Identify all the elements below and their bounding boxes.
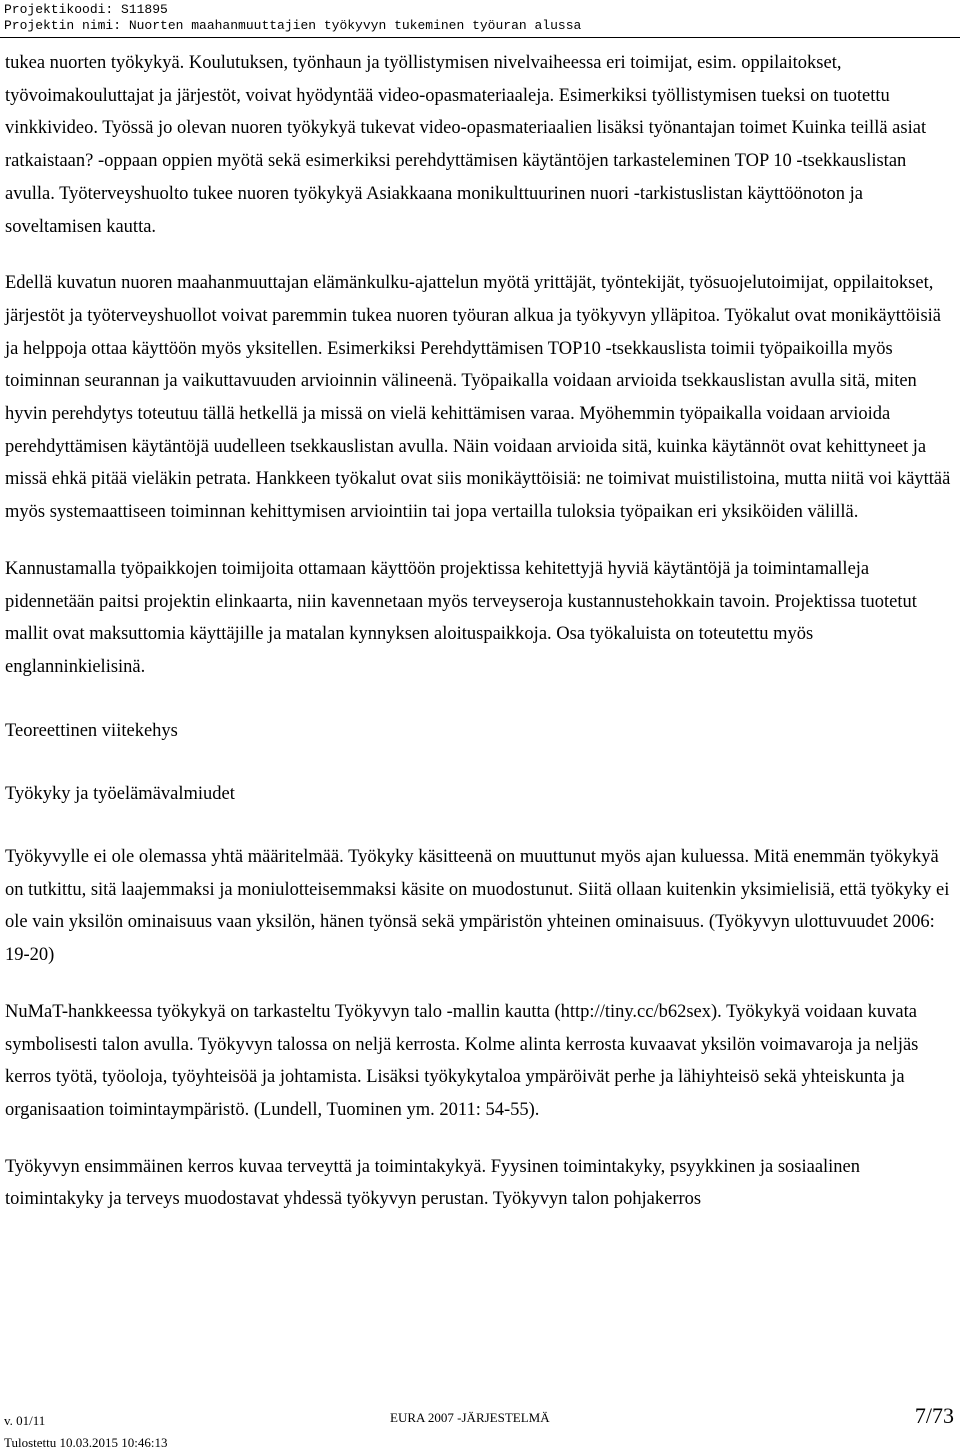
section-heading-work-ability: Työkyky ja työelämävalmiudet [5, 784, 235, 805]
version-label: v. 01/11 [4, 1413, 46, 1428]
paragraph-first-floor: Työkyvyn ensimmäinen kerros kuvaa terveyttä ja toimintakykyä. Fyysinen toimintakyky, psyykkinen ja sosiaalinen toimintakyky ja terveys muodostavat yhdessä työkyvyn perustan. Työkyvyn talon pohjakerros [5, 1156, 861, 1210]
page-header [4, 2, 581, 34]
paragraph-definition: Työkyvylle ei ole olemassa yhtä määritelmää. Työkyky käsitteenä on muuttunut myös ajan kuluessa. Mitä enemmän työkykyä on tutkittu, sitä laajemmaksi ja moniulotteisemmaksi käsite on muodostunut. Siitä ollaan kuitenkin yksimielisiä, että työkyky ei ole vain yksilön ominaisuus vaan yksilön, hänen työnsä sekä ympäristön yhteinen ominaisuus. (Työkyvyn ulottuvuudet 2006: 19-20) [5, 847, 950, 966]
paragraph-numat: NuMaT-hankkeessa työkykyä on tarkasteltu Työkyvyn talo -mallin kautta (http://tiny.cc/b62sex). Työkykyä voidaan kuvata symbolisesti talon avulla. Työkyvyn talossa on neljä kerrosta. Kolme alinta kerrosta kuvaavat yksilön voimavaroja ja neljäs kerros työtä, työoloja, työyhteisöä ja johtamista. Lisäksi työkykytaloa ympäröivät perhe ja lähiyhteisö sekä yhteiskunta ja organisaation toimintaympäristö. (Lundell, Tuominen ym. 2011: 54-55). [5, 1001, 919, 1120]
section-heading-theory: Teoreettinen viitekehys [5, 720, 178, 741]
page-footer-left [4, 1410, 167, 1454]
header-divider [0, 37, 960, 38]
paragraph-intro: tukea nuorten työkykyä. Koulutuksen, työnhaun ja työllistymisen nivelvaiheessa eri toimijat, esim. oppilaitokset, työvoimakouluttajat ja järjestöt, voivat hyödyntää video-opasmateriaaleja. Esimerkiksi työllistymisen tueksi on tuotettu vinkkivideo. Työssä jo olevan nuoren työkykyä tukevat video-opasmateriaalien lisäksi työnantajan toimet Kuinka teillä asiat ratkaistaan? -oppaan oppien myötä sekä esimerkiksi perehdyttämisen käytäntöjen tarkasteleminen TOP 10 -tsekkauslistan avulla. Työterveyshuolto tukee nuoren työkykyä Asiakkaana monikulttuurinen nuori -tarkistuslistan käyttöönoton ja soveltamisen kautta. [5, 53, 927, 237]
print-timestamp: Tulostettu 10.03.2015 10:46:13 [4, 1435, 168, 1450]
paragraph-encouragement: Kannustamalla työpaikkojen toimijoita ottamaan käyttöön projektissa kehitettyjä hyviä käytäntöjä ja toimintamalleja pidennetään paitsi projektin elinkaarta, niin kavennetaan myös terveyseroja kustannustehokkain tavoin. Projektissa tuotetut mallit ovat maksuttomia käyttäjille ja matalan kynnyksen aloituspaikkoja. Osa työkaluista on toteutettu myös englanninkielisinä. [5, 558, 917, 677]
project-name: Projektin nimi: Nuorten maahanmuuttajien työkyvyn tukeminen työuran alussa [4, 18, 582, 33]
system-name: EURA 2007 -JÄRJESTELMÄ [390, 1410, 550, 1425]
paragraph-life-course: Edellä kuvatun nuoren maahanmuuttajan elämänkulku-ajattelun myötä yrittäjät, työntekijät, työsuojelutoimijat, oppilaitokset, järjestöt ja työterveyshuollot voivat paremmin tukea nuoren työuran alkua ja työkyvyn ylläpitoa. Työkalut ovat monikäyttöisiä ja helppoja ottaa käyttöön myös yksitellen. Esimerkiksi Perehdyttämisen TOP10 -tsekkauslista toimii työpaikoilla myös toiminnan seurannan ja vaikuttavuuden arvioinnin välineenä. Työpaikalla voidaan arvioida tsekkauslistan avulla sitä, miten hyvin perehdytys toteutuu tällä hetkellä ja missä on vielä kehittämisen varaa. Myöhemmin työpaikalla voidaan arvioida perehdyttämisen käytäntöjä uudelleen tsekkauslistan avulla. Näin voidaan arvioida sitä, kuinka käytännöt ovat kehittyneet ja missä ehkä pitää vieläkin petrata. Hankkeen työkalut ovat siis monikäyttöisiä: ne toimivat muistilistoina, mutta niitä voi käyttää myös systemaattiseen toiminnan kehittymisen arviointiin tai jopa vertailla tuloksia työpaikan eri yksiköiden välillä. [5, 273, 951, 523]
page-number: 7/73 [914, 1403, 954, 1428]
document-body [5, 47, 953, 1216]
project-code: Projektikoodi: S11895 [4, 2, 168, 17]
